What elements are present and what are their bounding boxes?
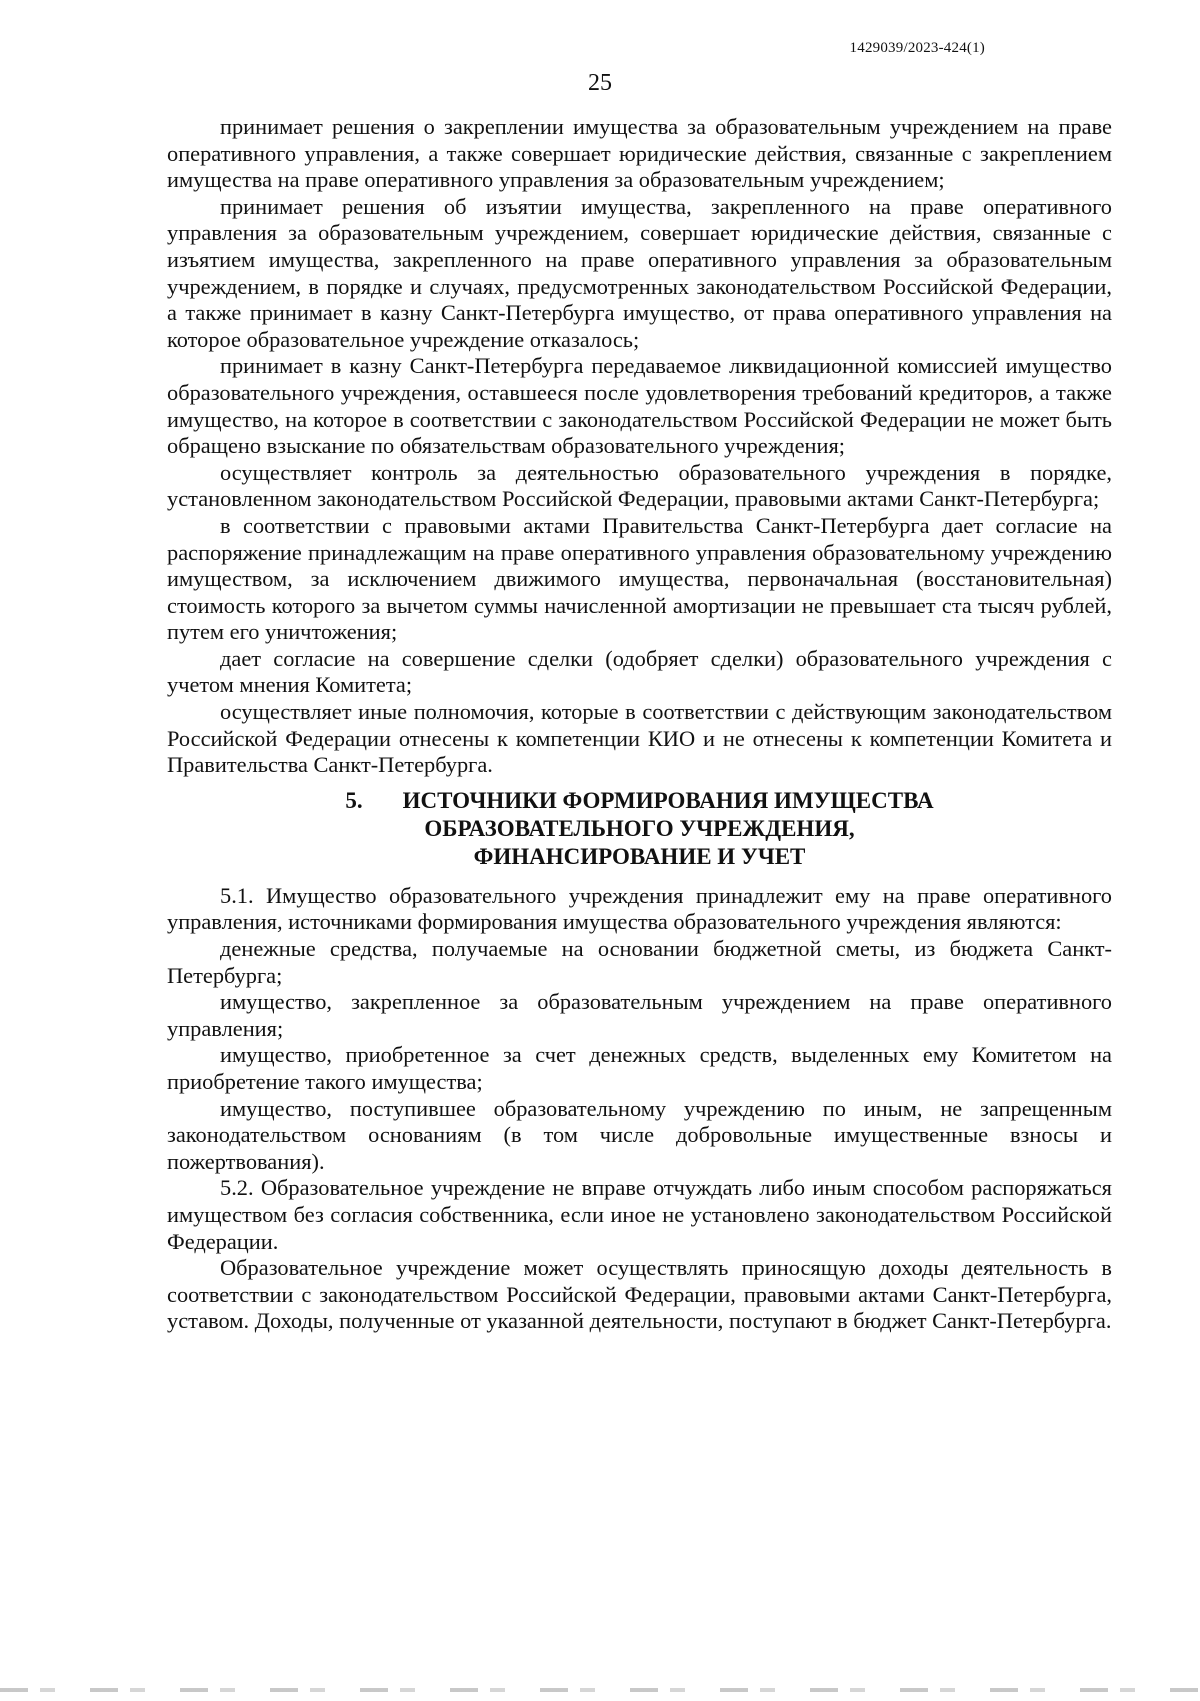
paragraph: имущество, поступившее образовательному учреждению по иным, не запрещенным законодательством основаниям (в том числе добровольные имущественные взносы и пожертвования). [167, 1095, 1112, 1174]
clause-5-2: 5.2. Образовательное учреждение не вправе отчуждать либо иным способом распоряжаться имуществом без согласия собственника, если иное не установлено законодательством Российской Федерации. [167, 1175, 1112, 1254]
paragraph: Образовательное учреждение может осуществлять приносящую доходы деятельность в соответствии с законодательством Российской Федерации, правовыми актами Санкт-Петербурга, уставом. Доходы, полученные от указанной деятельности, поступают в бюджет Санкт-Петербурга. [167, 1255, 1112, 1334]
paragraph: принимает решения об изъятии имущества, закрепленного на праве оперативного управления за образовательным учреждением, совершает юридические действия, связанные с изъятием имущества, закрепленного на праве оперативного управления за образовательным учреждением, в порядке и случаях, предусмотренных законодательством Российской Федерации, а также принимает в казну Санкт-Петербурга имущество, от права оперативного управления на которое образовательное учреждение отказалось; [167, 193, 1112, 352]
paragraph: в соответствии с правовыми актами Правительства Санкт-Петербурга дает согласие на распоряжение принадлежащим на праве оперативного управления образовательному учреждению имуществом, за исключением движимого имущества, первоначальная (восстановительная) стоимость которого за вычетом суммы начисленной амортизации не превышает ста тысяч рублей, путем его уничтожения; [167, 512, 1112, 645]
paragraph: осуществляет контроль за деятельностью образовательного учреждения в порядке, установленном законодательством Российской Федерации, правовыми актами Санкт-Петербурга; [167, 459, 1112, 512]
clause-5-1: 5.1. Имущество образовательного учреждения принадлежит ему на праве оперативного управления, источниками формирования имущества образовательного учреждения являются: [167, 882, 1112, 935]
section-title-line-3: ФИНАНСИРОВАНИЕ И УЧЕТ [473, 843, 806, 869]
document-id: 1429039/2023-424(1) [849, 40, 985, 56]
section-number: 5. [345, 787, 363, 813]
section-title-line-2: ОБРАЗОВАТЕЛЬНОГО УЧРЕЖДЕНИЯ, [424, 815, 855, 841]
section-title-line-1: ИСТОЧНИКИ ФОРМИРОВАНИЯ ИМУЩЕСТВА [402, 787, 934, 813]
document-body [167, 114, 1112, 1335]
paragraph: принимает решения о закреплении имущества за образовательным учреждением на праве оперативного управления, а также совершает юридические действия, связанные с закреплением имущества на праве оперативного управления за образовательным учреждением; [167, 114, 1112, 193]
section-heading [167, 787, 1112, 871]
paragraph: осуществляет иные полномочия, которые в соответствии с действующим законодательством Российской Федерации отнесены к компетенции КИО и не отнесены к компетенции Комитета и Правительства Санкт-Петербурга. [167, 699, 1112, 778]
paragraph: имущество, закрепленное за образовательным учреждением на праве оперативного управления; [167, 989, 1112, 1041]
page-number: 25 [588, 70, 612, 96]
scan-artifact-divider [0, 1688, 1200, 1692]
paragraph: денежные средства, получаемые на основании бюджетной сметы, из бюджета Санкт-Петербурга; [167, 936, 1112, 988]
paragraph: имущество, приобретенное за счет денежных средств, выделенных ему Комитетом на приобретение такого имущества; [167, 1042, 1112, 1094]
paragraph: дает согласие на совершение сделки (одобряет сделки) образовательного учреждения с учетом мнения Комитета; [167, 645, 1112, 698]
paragraph: принимает в казну Санкт-Петербурга передаваемое ликвидационной комиссией имущество образовательного учреждения, оставшееся после удовлетворения требований кредиторов, а также имущество, на которое в соответствии с законодательством Российской Федерации не может быть обращено взыскание по обязательствам образовательного учреждения; [167, 353, 1112, 459]
